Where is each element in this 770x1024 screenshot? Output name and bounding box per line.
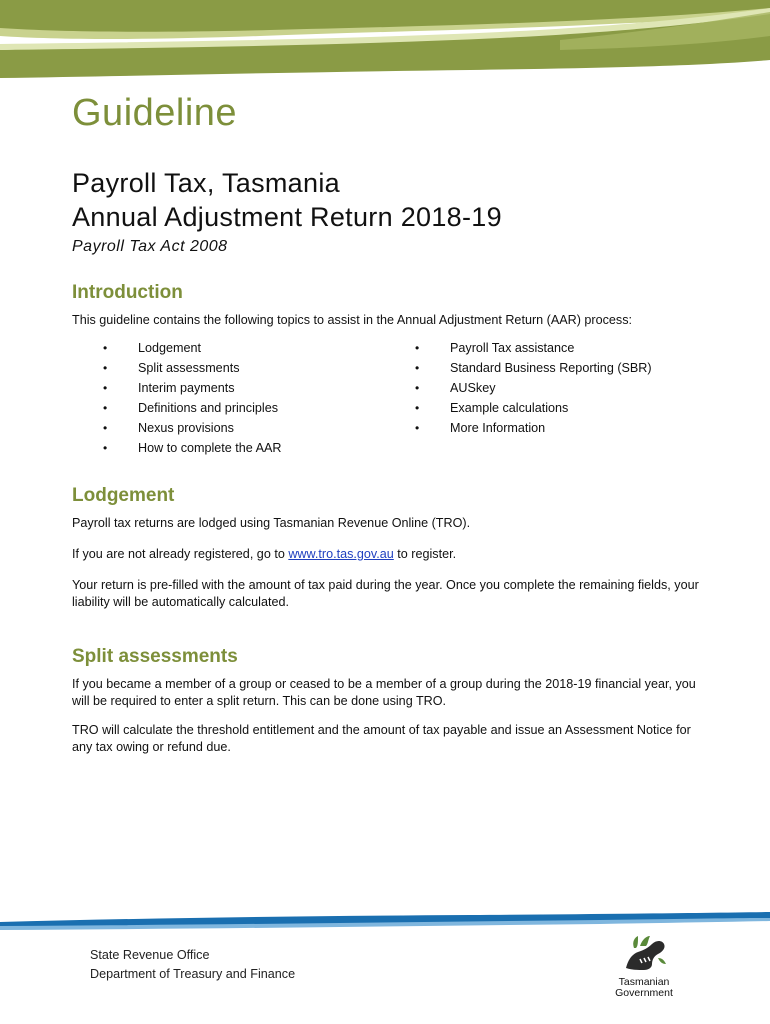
topic-interim-payments: • Interim payments <box>103 378 373 398</box>
tro-link[interactable]: www.tro.tas.gov.au <box>288 547 394 561</box>
lodgement-heading: Lodgement <box>72 485 175 506</box>
topic-sbr: • Standard Business Reporting (SBR) <box>415 358 715 378</box>
split-paragraph-2: TRO will calculate the threshold entitlement and the amount of tax payable and issue an Assessment Notice for any tax owing or refund due. <box>72 723 691 754</box>
split-assessments-heading: Split assessments <box>72 646 238 667</box>
title-line-2: Annual Adjustment Return 2018-19 <box>72 202 502 232</box>
topic-nexus: • Nexus provisions <box>103 418 373 438</box>
split-paragraph-1: If you became a member of a group or ceased to be a member of a group during the 2018-19 financial year, you will be required to enter a split return. This can be done using TRO. <box>72 677 696 708</box>
tasmanian-government-logo <box>612 932 676 999</box>
topic-payroll-assistance: • Payroll Tax assistance <box>415 338 715 358</box>
logo-text-line-2: Government <box>615 987 673 999</box>
footer-department: Department of Treasury and Finance <box>90 967 296 981</box>
topics-list-right <box>415 338 715 438</box>
lodgement-paragraph-2: If you are not already registered, go to www.tro.tas.gov.au to register. <box>72 547 457 561</box>
title-line-1: Payroll Tax, Tasmania <box>72 168 340 198</box>
lodgement-paragraph-3: Your return is pre-filled with the amount of tax paid during the year. Once you complete the remaining fields, your liability will be automatically calculated. <box>72 578 699 609</box>
topic-auskey: • AUSkey <box>415 378 715 398</box>
header-band <box>0 0 770 80</box>
introduction-heading: Introduction <box>72 282 183 303</box>
lodgement-paragraph-1: Payroll tax returns are lodged using Tasmanian Revenue Online (TRO). <box>72 516 471 530</box>
topic-lodgement: • Lodgement <box>103 338 373 358</box>
logo-text-line-1: Tasmanian <box>618 976 670 988</box>
tasmanian-tiger-emblem-icon <box>618 932 670 972</box>
topic-split-assessments: • Split assessments <box>103 358 373 378</box>
topic-how-to-complete: • How to complete the AAR <box>103 438 373 458</box>
topic-more-information: • More Information <box>415 418 715 438</box>
document-title <box>72 166 502 234</box>
act-reference: Payroll Tax Act 2008 <box>72 238 228 255</box>
topic-example-calculations: • Example calculations <box>415 398 715 418</box>
introduction-text: This guideline contains the following topics to assist in the Annual Adjustment Return (AAR) process: <box>72 313 633 327</box>
topics-list-left <box>103 338 373 458</box>
topic-definitions: • Definitions and principles <box>103 398 373 418</box>
footer-office: State Revenue Office <box>90 948 210 962</box>
document-label: Guideline <box>72 92 238 134</box>
